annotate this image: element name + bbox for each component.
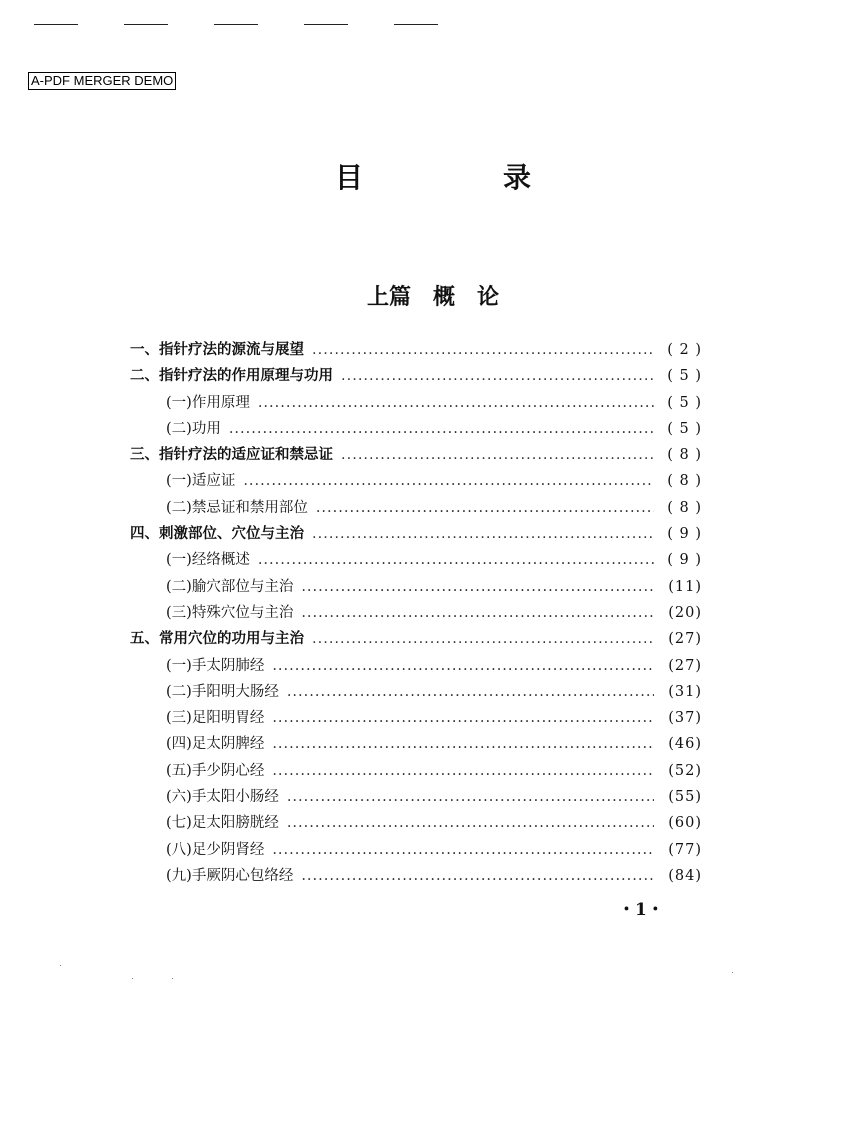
header-dash <box>34 24 78 25</box>
toc-entry-page: ( 5 ) <box>667 420 702 437</box>
toc-dot-leader <box>316 495 654 521</box>
toc-entry[interactable] <box>130 574 702 600</box>
toc-entry-page: ( 9 ) <box>667 526 702 543</box>
toc-entry-label: (五)手少阴心经 <box>166 762 265 779</box>
toc-entry-page: (27) <box>668 631 702 648</box>
toc-entry-label: (四)足太阴脾经 <box>166 736 265 753</box>
toc-dot-leader <box>287 810 654 836</box>
toc-dot-leader <box>301 863 654 889</box>
toc-entry[interactable] <box>130 468 702 494</box>
toc-entry-label: (一)手太阴肺经 <box>166 657 265 674</box>
toc-entry[interactable] <box>130 442 702 468</box>
toc-entry[interactable] <box>130 758 702 784</box>
header-dash <box>124 24 168 25</box>
toc-dot-leader <box>287 784 654 810</box>
toc-entry-label: (八)足少阴肾经 <box>166 841 265 858</box>
toc-entry-label: 一、指针疗法的源流与展望 <box>130 342 304 358</box>
toc-entry-label: 三、指针疗法的适应证和禁忌证 <box>130 447 333 464</box>
toc-entry-label: (三)足阳明胃经 <box>166 710 265 727</box>
toc-entry-page: (60) <box>668 815 702 832</box>
toc-entry-page: ( 8 ) <box>667 473 702 490</box>
toc-entry[interactable] <box>130 731 702 757</box>
scan-speck <box>132 978 133 979</box>
toc-entry-label: (三)特殊穴位与主治 <box>166 604 294 621</box>
toc-entry-label: (七)足太阳膀胱经 <box>166 815 279 832</box>
toc-dot-leader <box>312 521 654 547</box>
toc-entry[interactable] <box>130 679 702 705</box>
toc-entry-label: 四、刺激部位、穴位与主治 <box>130 526 304 543</box>
toc-dot-leader <box>301 574 654 600</box>
toc-entry-page: (37) <box>668 710 702 727</box>
toc-dot-leader <box>272 653 654 679</box>
toc-entry[interactable] <box>130 784 702 810</box>
toc-entry[interactable] <box>130 626 702 652</box>
toc-entry[interactable] <box>130 363 702 389</box>
toc-entry-label: (二)手阳明大肠经 <box>166 683 279 700</box>
toc-entry-page: ( 9 ) <box>667 552 702 569</box>
page-title: 目 录 <box>334 161 587 194</box>
toc-entry-label: (一)适应证 <box>166 473 236 490</box>
toc-dot-leader <box>272 731 654 757</box>
toc-entry[interactable] <box>130 521 702 547</box>
toc-entry[interactable] <box>130 600 702 626</box>
toc-entry-label: (二)禁忌证和禁用部位 <box>166 499 308 516</box>
toc-entry[interactable] <box>130 863 702 889</box>
toc-entry-page: ( 2 ) <box>667 342 702 358</box>
toc-entry-label: (一)经络概述 <box>166 552 250 569</box>
toc-dot-leader <box>258 390 654 416</box>
toc-entry-page: (55) <box>668 789 702 806</box>
section-title: 上篇 概 论 <box>366 284 499 310</box>
toc-entry-label: (二)功用 <box>166 420 221 437</box>
toc-dot-leader <box>312 337 654 363</box>
toc-entry[interactable] <box>130 337 702 363</box>
toc-entry[interactable] <box>130 705 702 731</box>
toc-dot-leader <box>341 442 654 468</box>
toc-entry-page: (84) <box>668 867 702 884</box>
toc-entry[interactable] <box>130 810 702 836</box>
toc-dot-leader <box>272 837 654 863</box>
toc-dot-leader <box>341 363 654 389</box>
toc-entry[interactable] <box>130 653 702 679</box>
page-number: ・1・ <box>618 900 664 920</box>
toc-dot-leader <box>243 468 654 494</box>
scan-speck <box>172 978 173 979</box>
toc-entry-page: ( 8 ) <box>667 499 702 516</box>
toc-entry[interactable] <box>130 390 702 416</box>
toc-entry-page: (31) <box>668 683 702 700</box>
toc-entry-label: 二、指针疗法的作用原理与功用 <box>130 368 333 385</box>
toc-entry-label: (一)作用原理 <box>166 394 250 411</box>
toc-entry-page: (77) <box>668 841 702 858</box>
toc-dot-leader <box>272 705 654 731</box>
toc-entry[interactable] <box>130 547 702 573</box>
toc-entry-label: (九)手厥阴心包络经 <box>166 867 294 884</box>
toc-entry-page: ( 8 ) <box>667 447 702 464</box>
toc-entry[interactable] <box>130 416 702 442</box>
toc-dot-leader <box>312 626 654 652</box>
scan-speck <box>60 965 61 966</box>
toc-entry-label: 五、常用穴位的功用与主治 <box>130 631 304 648</box>
toc-entry-page: (46) <box>668 736 702 753</box>
toc-entry[interactable] <box>130 837 702 863</box>
toc-entry[interactable] <box>130 495 702 521</box>
toc-entry-label: (二)腧穴部位与主治 <box>166 578 294 595</box>
toc-entry-page: ( 5 ) <box>667 394 702 411</box>
toc-entry-label: (六)手太阳小肠经 <box>166 789 279 806</box>
header-dash <box>214 24 258 25</box>
toc-dot-leader <box>272 758 654 784</box>
toc-entry-page: ( 5 ) <box>667 368 702 385</box>
toc-dot-leader <box>287 679 654 705</box>
toc-entry-page: (20) <box>668 604 702 621</box>
toc-dot-leader <box>229 416 654 442</box>
demo-watermark: A-PDF MERGER DEMO <box>28 72 176 90</box>
header-dash <box>394 24 438 25</box>
toc-dot-leader <box>258 547 654 573</box>
toc-entry-page: (52) <box>668 762 702 779</box>
toc-entry-page: (27) <box>668 657 702 674</box>
header-dash <box>304 24 348 25</box>
toc-entry-page: (11) <box>668 578 702 595</box>
table-of-contents <box>130 337 702 889</box>
toc-dot-leader <box>301 600 654 626</box>
scan-speck <box>732 972 733 973</box>
